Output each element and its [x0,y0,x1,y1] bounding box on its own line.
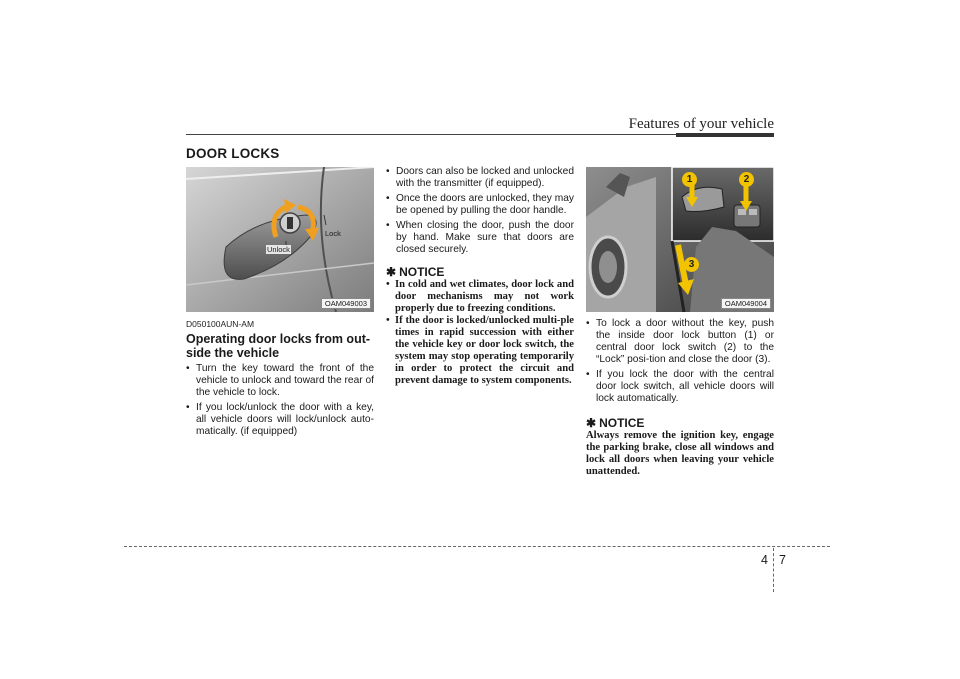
footer-rule [124,546,830,547]
header-rule-accent [676,133,774,137]
running-header: Features of your vehicle [628,116,774,132]
list-item: • If the door is locked/unlocked multi-ple times in rapid succession with either the vehicle key or door lock switch, the system may stop operating temporarily in order to protect the circuit and prevent damage to system components. [386,315,574,387]
door-handle-figure [186,167,374,312]
bullet-list [186,363,374,438]
notice-star-icon: ✱ [386,265,397,279]
list-item: • Doors can also be locked and unlocked with the transmitter (if equipped). [386,166,574,190]
chapter-number: 4 [761,553,768,567]
notice-text: Always remove the ignition key, engage the parking brake, close all windows and lock all doors when leaving your vehicle unattended. [586,430,774,477]
lock-label: Lock [325,229,341,238]
list-item: • Once the doors are unlocked, they may be opened by pulling the door handle. [386,193,574,217]
figure-code: OAM049003 [321,298,371,309]
page-number-separator [773,548,774,592]
unlock-label: Unlock [267,245,290,254]
callout-3: 3 [684,257,699,272]
interior-lock-figure [586,167,774,312]
notice-heading [386,266,574,278]
list-item: • When closing the door, push the door by hand. Make sure that doors are closed securely. [386,220,574,256]
list-item: • If you lock/unlock the door with a key, all vehicle doors will lock/unlock auto-matically. (if equipped) [186,402,374,438]
subsection-heading: Operating door locks from out-side the vehicle [186,332,371,360]
callout-2: 2 [739,172,754,187]
list-item: • To lock a door without the key, push the inside door lock button (1) or central door lock switch (2) to the “Lock” posi-tion and close the door (3). [586,318,774,366]
list-item: • If you lock the door with the central door lock switch, all vehicle doors will lock automatically. [586,369,774,405]
column-3 [586,318,774,478]
column-1 [186,318,374,441]
column-2 [386,166,574,387]
notice-star-icon: ✱ [586,416,597,430]
page-number: 7 [779,553,786,567]
figure-code: OAM049004 [721,298,771,309]
bullet-list [386,166,574,256]
bullet-list [586,318,774,405]
notice-list [386,279,574,387]
section-title: DOOR LOCKS [186,146,280,161]
notice-label: NOTICE [599,416,645,430]
callout-1: 1 [682,172,697,187]
list-item: • Turn the key toward the front of the vehicle to unlock and toward the rear of the vehicle to lock. [186,363,374,399]
notice-label: NOTICE [399,265,445,279]
reference-code: D050100AUN-AM [186,319,255,329]
notice-heading [586,417,774,429]
list-item: • In cold and wet climates, door lock and door mechanisms may not work properly due to freezing conditions. [386,279,574,315]
